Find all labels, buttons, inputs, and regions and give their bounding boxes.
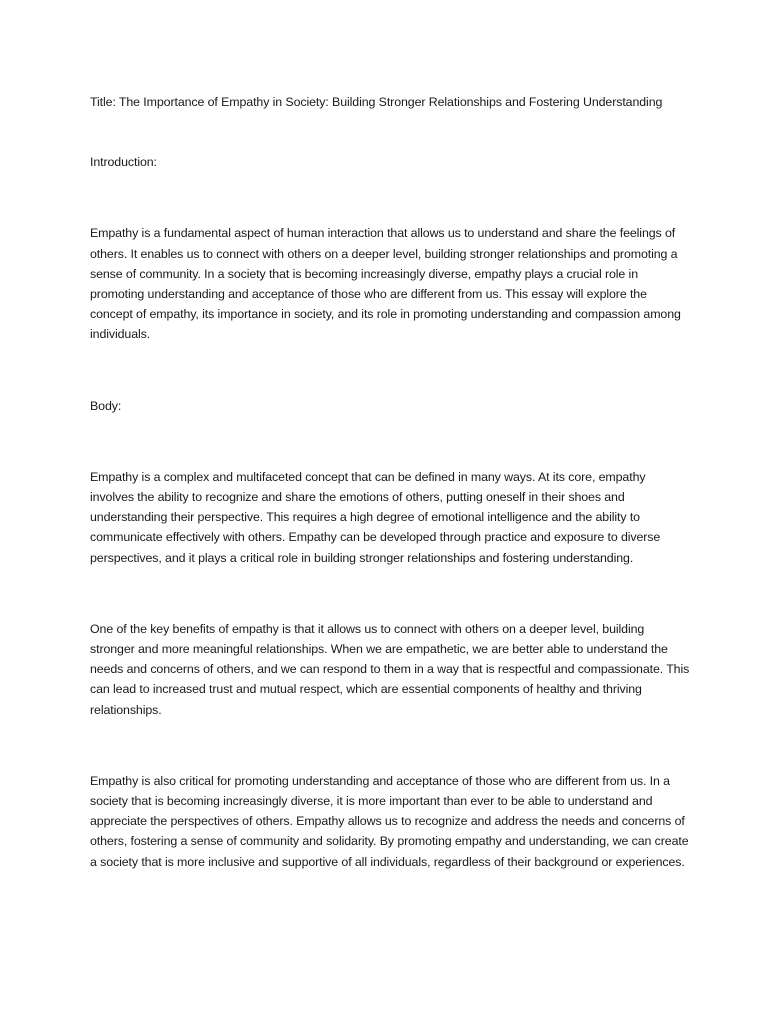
body-paragraph-1: Empathy is a complex and multifaceted concept that can be defined in many ways. At its core, empathy involves the ability to recognize and share the emotions of others, putting oneself in their shoes and understanding their perspective. This requires a high degree of emotional intelligence and the ability to communicate effectively with others. Empathy can be developed through practice and exposure to diverse perspectives, and it plays a critical role in building stronger relationships and fostering understanding. bbox=[90, 469, 661, 565]
body-paragraph-2: One of the key benefits of empathy is that it allows us to connect with others on a deeper level, building stronger and more meaningful relationships. When we are empathetic, we are better able to understand the needs and concerns of others, and we can respond to them in a way that is respectful and compassionate. This can lead to increased trust and mutual respect, which are essential components of healthy and thriving relationships. bbox=[90, 621, 690, 717]
introduction-paragraph: Empathy is a fundamental aspect of human interaction that allows us to understand and share the feelings of others. It enables us to connect with others on a deeper level, building stronger relationships and promoting a sense of community. In a society that is becoming increasingly diverse, empathy plays a crucial role in promoting understanding and acceptance of those who are different from us. This essay will explore the concept of empathy, its importance in society, and its role in promoting understanding and compassion among individuals. bbox=[90, 226, 681, 342]
body-paragraph-3: Empathy is also critical for promoting understanding and acceptance of those who are different from us. In a society that is becoming increasingly diverse, it is more important than ever to be able to understand and appreciate the perspectives of others. Empathy allows us to recognize and address the needs and concerns of others, fostering a sense of community and solidarity. By promoting empathy and understanding, we can create a society that is more inclusive and supportive of all individuals, regardless of their background or experiences. bbox=[90, 773, 689, 869]
document-title: Title: The Importance of Empathy in Society: Building Stronger Relationships and Fostering Understanding bbox=[90, 95, 663, 109]
introduction-heading: Introduction: bbox=[90, 155, 157, 170]
body-heading: Body: bbox=[90, 398, 122, 413]
document-body bbox=[90, 92, 690, 923]
